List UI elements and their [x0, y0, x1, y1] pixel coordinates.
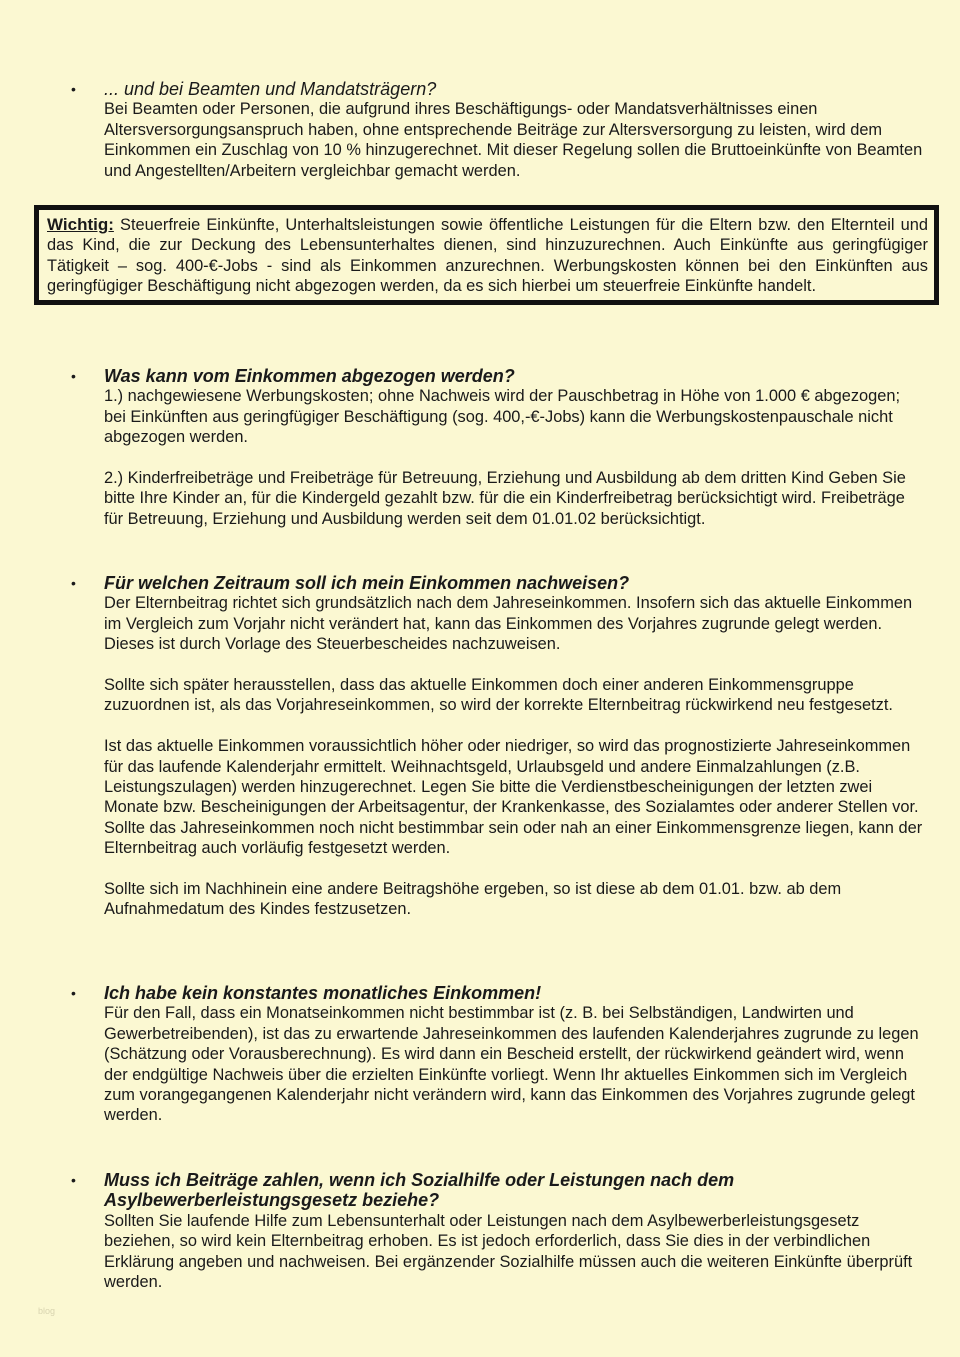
- section-paragraph: 2.) Kinderfreibeträge und Freibeträge für Betreuung, Erziehung und Ausbildung ab dem dritten Kind Geben Sie bitte Ihre Kinder an, für die Kindergeld gezahlt bzw. für die ein Kinderfreibetrag berücksichtigt wird. Freibeträge für Betreuung, Erziehung und Ausbildung werden seit dem 01.01.02 berücksichtigt.: [104, 469, 906, 528]
- bullet-icon: •: [71, 368, 76, 384]
- section-paragraph: Bei Beamten oder Personen, die aufgrund ihres Beschäftigungs- oder Mandatsverhältnisses einen Altersversorgungsanspruch haben, ohne entsprechende Beiträge zur Altersversorgung zu leisten, wird dem Einkommen ein Zuschlag von 10 % hinzugerechnet. Mit dieser Regelung sollen die Bruttoeinkünfte von Beamten und Angestellten/Arbeitern vergleichbar gemacht werden.: [104, 100, 923, 180]
- section-beamten: [71, 79, 924, 181]
- section-kein-konstantes-einkommen: [71, 983, 924, 1126]
- paragraph-gap: [104, 448, 924, 468]
- section-sozialhilfe: [71, 1170, 924, 1292]
- section-paragraph: Ist das aktuelle Einkommen voraussichtlich höher oder niedriger, so wird das prognostizierte Jahreseinkommen für das laufende Kalenderjahr ermittelt. Weihnachtsgeld, Urlaubsgeld und andere Einmalzahlungen (z.B. Leistungszulagen) werden hinzugerechnet. Legen Sie bitte die Verdienstbescheinigungen der letzten zwei Monate bzw. Bescheinigungen der Arbeitsagentur, der Krankenkasse, des Sozialamtes oder anderer Stellen vor. Sollte das Jahreseinkommen noch nicht bestimmbar sein oder nah an einer Einkommensgrenze liegen, kann der Elternbeitrag auch vorläufig festgesetzt werden.: [104, 737, 923, 858]
- notice-text: Steuerfreie Einkünfte, Unterhaltsleistungen sowie öffentliche Leistungen für die Eltern bzw. den Elternteil und das Kind, die zur Deckung des Lebensunterhaltes dienen, sind hinzuzurechnen. Auch Einkünfte aus geringfügiger Tätigkeit – sog. 400-€-Jobs - sind als Einkommen anzurechnen. Werbungskosten können bei den Einkünften aus geringfügiger Beschäftigung nicht abgezogen werden, da es sich hierbei um steuerfreie Einkünfte handelt.: [47, 216, 928, 296]
- watermark-text: blog: [38, 1306, 56, 1316]
- section-paragraph: Sollte sich später herausstellen, dass das aktuelle Einkommen doch einer anderen Einkommensgruppe zuzuordnen ist, als das Vorjahreseinkommen, so wird der korrekte Elternbeitrag rückwirkend neu festgesetzt.: [104, 676, 893, 715]
- section-paragraph: Der Elternbeitrag richtet sich grundsätzlich nach dem Jahreseinkommen. Insofern sich das aktuelle Einkommen im Vergleich zum Vorjahr nicht verändert hat, kann das Einkommen des Vorjahres zugrunde gelegt werden. Dieses ist durch Vorlage des Steuerbescheides nachzuweisen.: [104, 594, 913, 654]
- section-paragraph: Für den Fall, dass ein Monatseinkommen nicht bestimmbar ist (z. B. bei Selbständigen, Landwirten und Gewerbetreibenden), ist das zu erwartende Jahreseinkommen des laufenden Kalenderjahres zugrunde zu legen (Schätzung oder Vorausberechnung). Es wird dann ein Bescheid erstellt, der rückwirkend geändert wird, wenn der endgültige Nachweis über die erzielten Einkünfte vorliegt. Wenn Ihr aktuelles Einkommen sich im Vergleich zum vorangegangenen Kalenderjahr nicht verändern wird, kann das Einkommen des Vorjahres zugrunde gelegt werden.: [104, 1004, 919, 1125]
- section-heading: Ich habe kein konstantes monatliches Einkommen!: [104, 983, 542, 1003]
- section-heading: Muss ich Beiträge zahlen, wenn ich Sozialhilfe oder Leistungen nach dem Asylbewerberleistungsgesetz beziehe?: [104, 1170, 735, 1211]
- notice-label: Wichtig:: [47, 215, 114, 234]
- section-paragraph: Sollten Sie laufende Hilfe zum Lebensunterhalt oder Leistungen nach dem Asylbewerberleistungsgesetz beziehen, so wird kein Elternbeitrag erhoben. Es ist jedoch erforderlich, dass Sie dies in der verbindlichen Erklärung angeben und nachweisen. Bei ergänzender Sozialhilfe müssen auch die weiteren Einkünfte überprüft werden.: [104, 1211, 913, 1292]
- section-paragraph: Sollte sich im Nachhinein eine andere Beitragshöhe ergeben, so ist diese ab dem 01.01. bzw. ab dem Aufnahmedatum des Kindes festzusetzen.: [104, 880, 842, 919]
- important-notice-box: [34, 205, 939, 305]
- bullet-icon: •: [71, 985, 76, 1001]
- section-heading: Was kann vom Einkommen abgezogen werden?: [104, 366, 515, 386]
- section-abzuege: [71, 366, 924, 529]
- section-zeitraum: [71, 573, 924, 920]
- paragraph-gap: [104, 655, 924, 675]
- bullet-icon: •: [71, 1172, 76, 1188]
- paragraph-gap: [104, 859, 924, 879]
- bullet-icon: •: [71, 575, 76, 591]
- paragraph-gap: [104, 716, 924, 736]
- bullet-icon: •: [71, 81, 76, 97]
- section-paragraph: 1.) nachgewiesene Werbungskosten; ohne Nachweis wird der Pauschbetrag in Höhe von 1.000 € abgezogen; bei Einkünften aus geringfügiger Beschäftigung (sog. 400,-€-Jobs) kann die Werbungskostenpauschale nicht abgezogen werden.: [104, 387, 901, 447]
- section-heading: Für welchen Zeitraum soll ich mein Einkommen nachweisen?: [104, 573, 630, 593]
- section-heading: ... und bei Beamten und Mandatsträgern?: [104, 79, 437, 99]
